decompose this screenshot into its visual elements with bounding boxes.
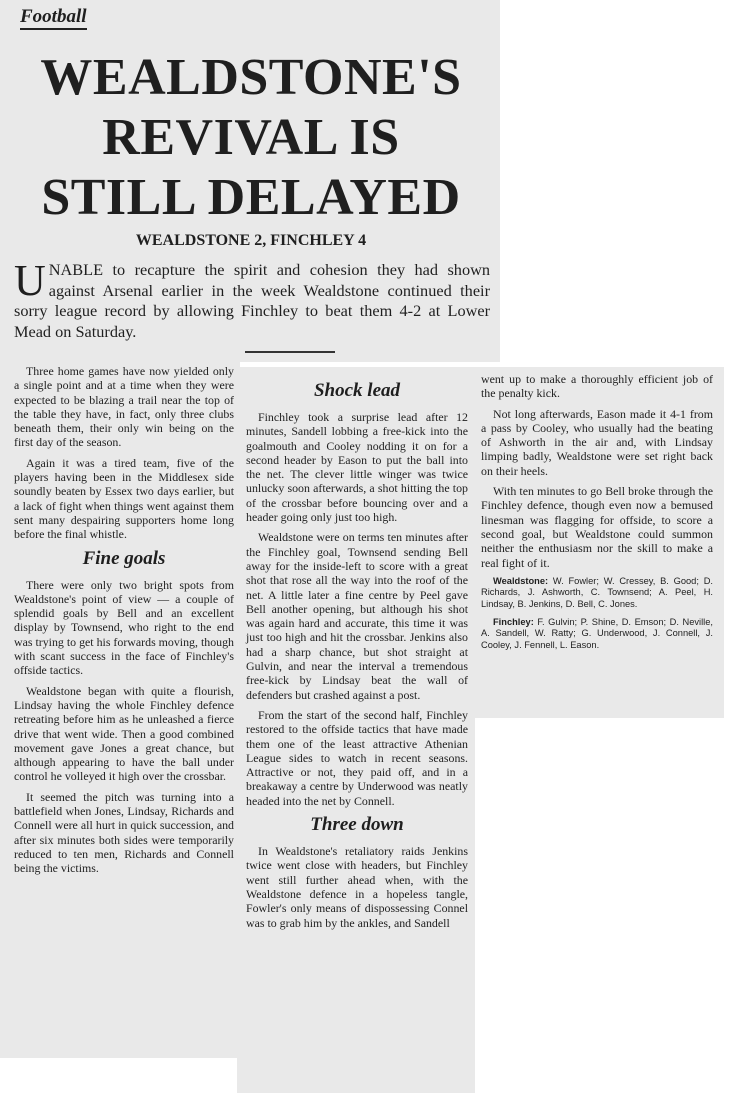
section-label: Football xyxy=(20,6,87,30)
paragraph: went up to make a thoroughly efficient job of the penalty kick. xyxy=(481,372,713,401)
paragraph: Wealdstone began with quite a flourish, Lindsay having the whole Finchley defence retreating before him as he unleashed a fierce drive that went wide. Then a good combined movement gave Jones a great chance, but although appearing to have the ball under control he volleyed it high over the crossbar. xyxy=(14,683,234,784)
paragraph: Again it was a tired team, five of the players having been in the Middlesex side soundly beaten by Essex two days earlier, but a lack of fight when things went against them sent many despairing supporters home long before the final whistle. xyxy=(14,455,234,542)
headline-line-1: WEALDSTONE'S xyxy=(40,49,462,106)
team-label: Wealdstone: xyxy=(493,575,549,586)
scoreline: WEALDSTONE 2, FINCHLEY 4 xyxy=(135,232,367,249)
subheading-shock-lead: Shock lead xyxy=(313,380,401,401)
paragraph: Three home games have now yielded only a single point and at a time when they were expected to be blazing a trail near the top of the table they have, in fact, only three clubs beneath them, their only win being on the first day of the season. xyxy=(14,364,234,450)
team-lineup-wealdstone xyxy=(481,576,713,611)
lead-text: NABLE to recapture the spirit and cohesion they had shown against Arsenal earlier in the week Wealdstone continued their sorry league record by allowing Finchley to beat them 4-2 at Lower Mead on Saturday. xyxy=(14,260,490,341)
divider-rule xyxy=(245,351,335,353)
paragraph: Finchley took a surprise lead after 12 minutes, Sandell lobbing a free-kick into the goalmouth and Cooley nodding it on for a second header by Eason to put the ball into the net. The clever little winger was twice unlucky soon afterwards, a shot hitting the top of the crossbar before bouncing over and a header going only just too high. xyxy=(246,410,468,525)
article-column-1 xyxy=(14,364,234,882)
headline-line-2: REVIVAL IS xyxy=(102,109,400,166)
paragraph: There were only two bright spots from Wealdstone's point of view — a couple of splendid goals by Bell and an excellent display by Townsend, who right to the end was trying to get his forwards moving, though with scant success in the face of Finchley's offside tactics. xyxy=(14,577,234,678)
drop-cap: U xyxy=(14,256,46,305)
team-players: W. Fowler; W. Cressey, B. Good; D. Richards, J. Ashworth, C. Townsend; A. Peel, H. Lindsay, B. Jenkins, D. Bell, C. Jones. xyxy=(481,575,713,610)
team-lineup-finchley xyxy=(481,617,713,652)
team-label: Finchley: xyxy=(493,616,534,627)
article-column-2 xyxy=(246,376,468,936)
paragraph: Wealdstone were on terms ten minutes after the Finchley goal, Townsend sending Bell away for the inside-left to score with a great shot that rose all the way into the roof of the net. A little later a fine centre by Peel gave Bell another opening, but although his shot was again hard and accurate, this time it was just too high and hit the crossbar. Jenkins also had a sharp chance, but shot straight at Gulvin, and near the interval a tremendous free-kick by Lindsay beat the wall of defenders but crashed against a post. xyxy=(246,530,468,702)
lead-paragraph xyxy=(14,256,490,342)
clipping-header xyxy=(0,0,500,362)
team-players: F. Gulvin; P. Shine, D. Emson; D. Neville, A. Sandell, W. Ratty; G. Underwood, J. Connell, J. Cooley, J. Fennell, L. Eason. xyxy=(481,616,713,650)
paragraph: Not long afterwards, Eason made it 4-1 from a pass by Cooley, who usually had the beating of Ashworth in the air and, with Lindsay limping badly, Wealdstone were set right back on their heels. xyxy=(481,406,713,478)
paragraph: From the start of the second half, Finchley restored to the offside tactics that have made them one of the least attractive Athenian League sides to watch in recent seasons. Attractive or not, they paid off, and in a breakaway a centre by Underwood was neatly headed into the net by Connell. xyxy=(246,707,468,808)
article-column-3 xyxy=(481,372,713,657)
subheading-three-down: Three down xyxy=(310,814,404,836)
paragraph: It seemed the pitch was turning into a battlefield when Jones, Lindsay, Richards and Connell were all hurt in quick succession, and after six minutes both sides were temporarily reduced to ten men, Richards and Connell being the victims. xyxy=(14,789,234,876)
paragraph: In Wealdstone's retaliatory raids Jenkins twice went close with headers, but Finchley went still further ahead when, with the Wealdstone defence in a hopeless tangle, Fowler's only means of dispossessing Connel was to grab him by the ankles, and Sandell xyxy=(246,844,468,930)
headline xyxy=(14,48,488,228)
paragraph: With ten minutes to go Bell broke through the Finchley defence, though even now a bemused linesman was flagging for offside, to score a second goal, but Wealdstone could summon neither the enthusiasm nor the skill to make a real fight of it. xyxy=(481,484,713,570)
subheading-fine-goals: Fine goals xyxy=(82,547,166,569)
headline-line-3: STILL DELAYED xyxy=(41,169,461,226)
